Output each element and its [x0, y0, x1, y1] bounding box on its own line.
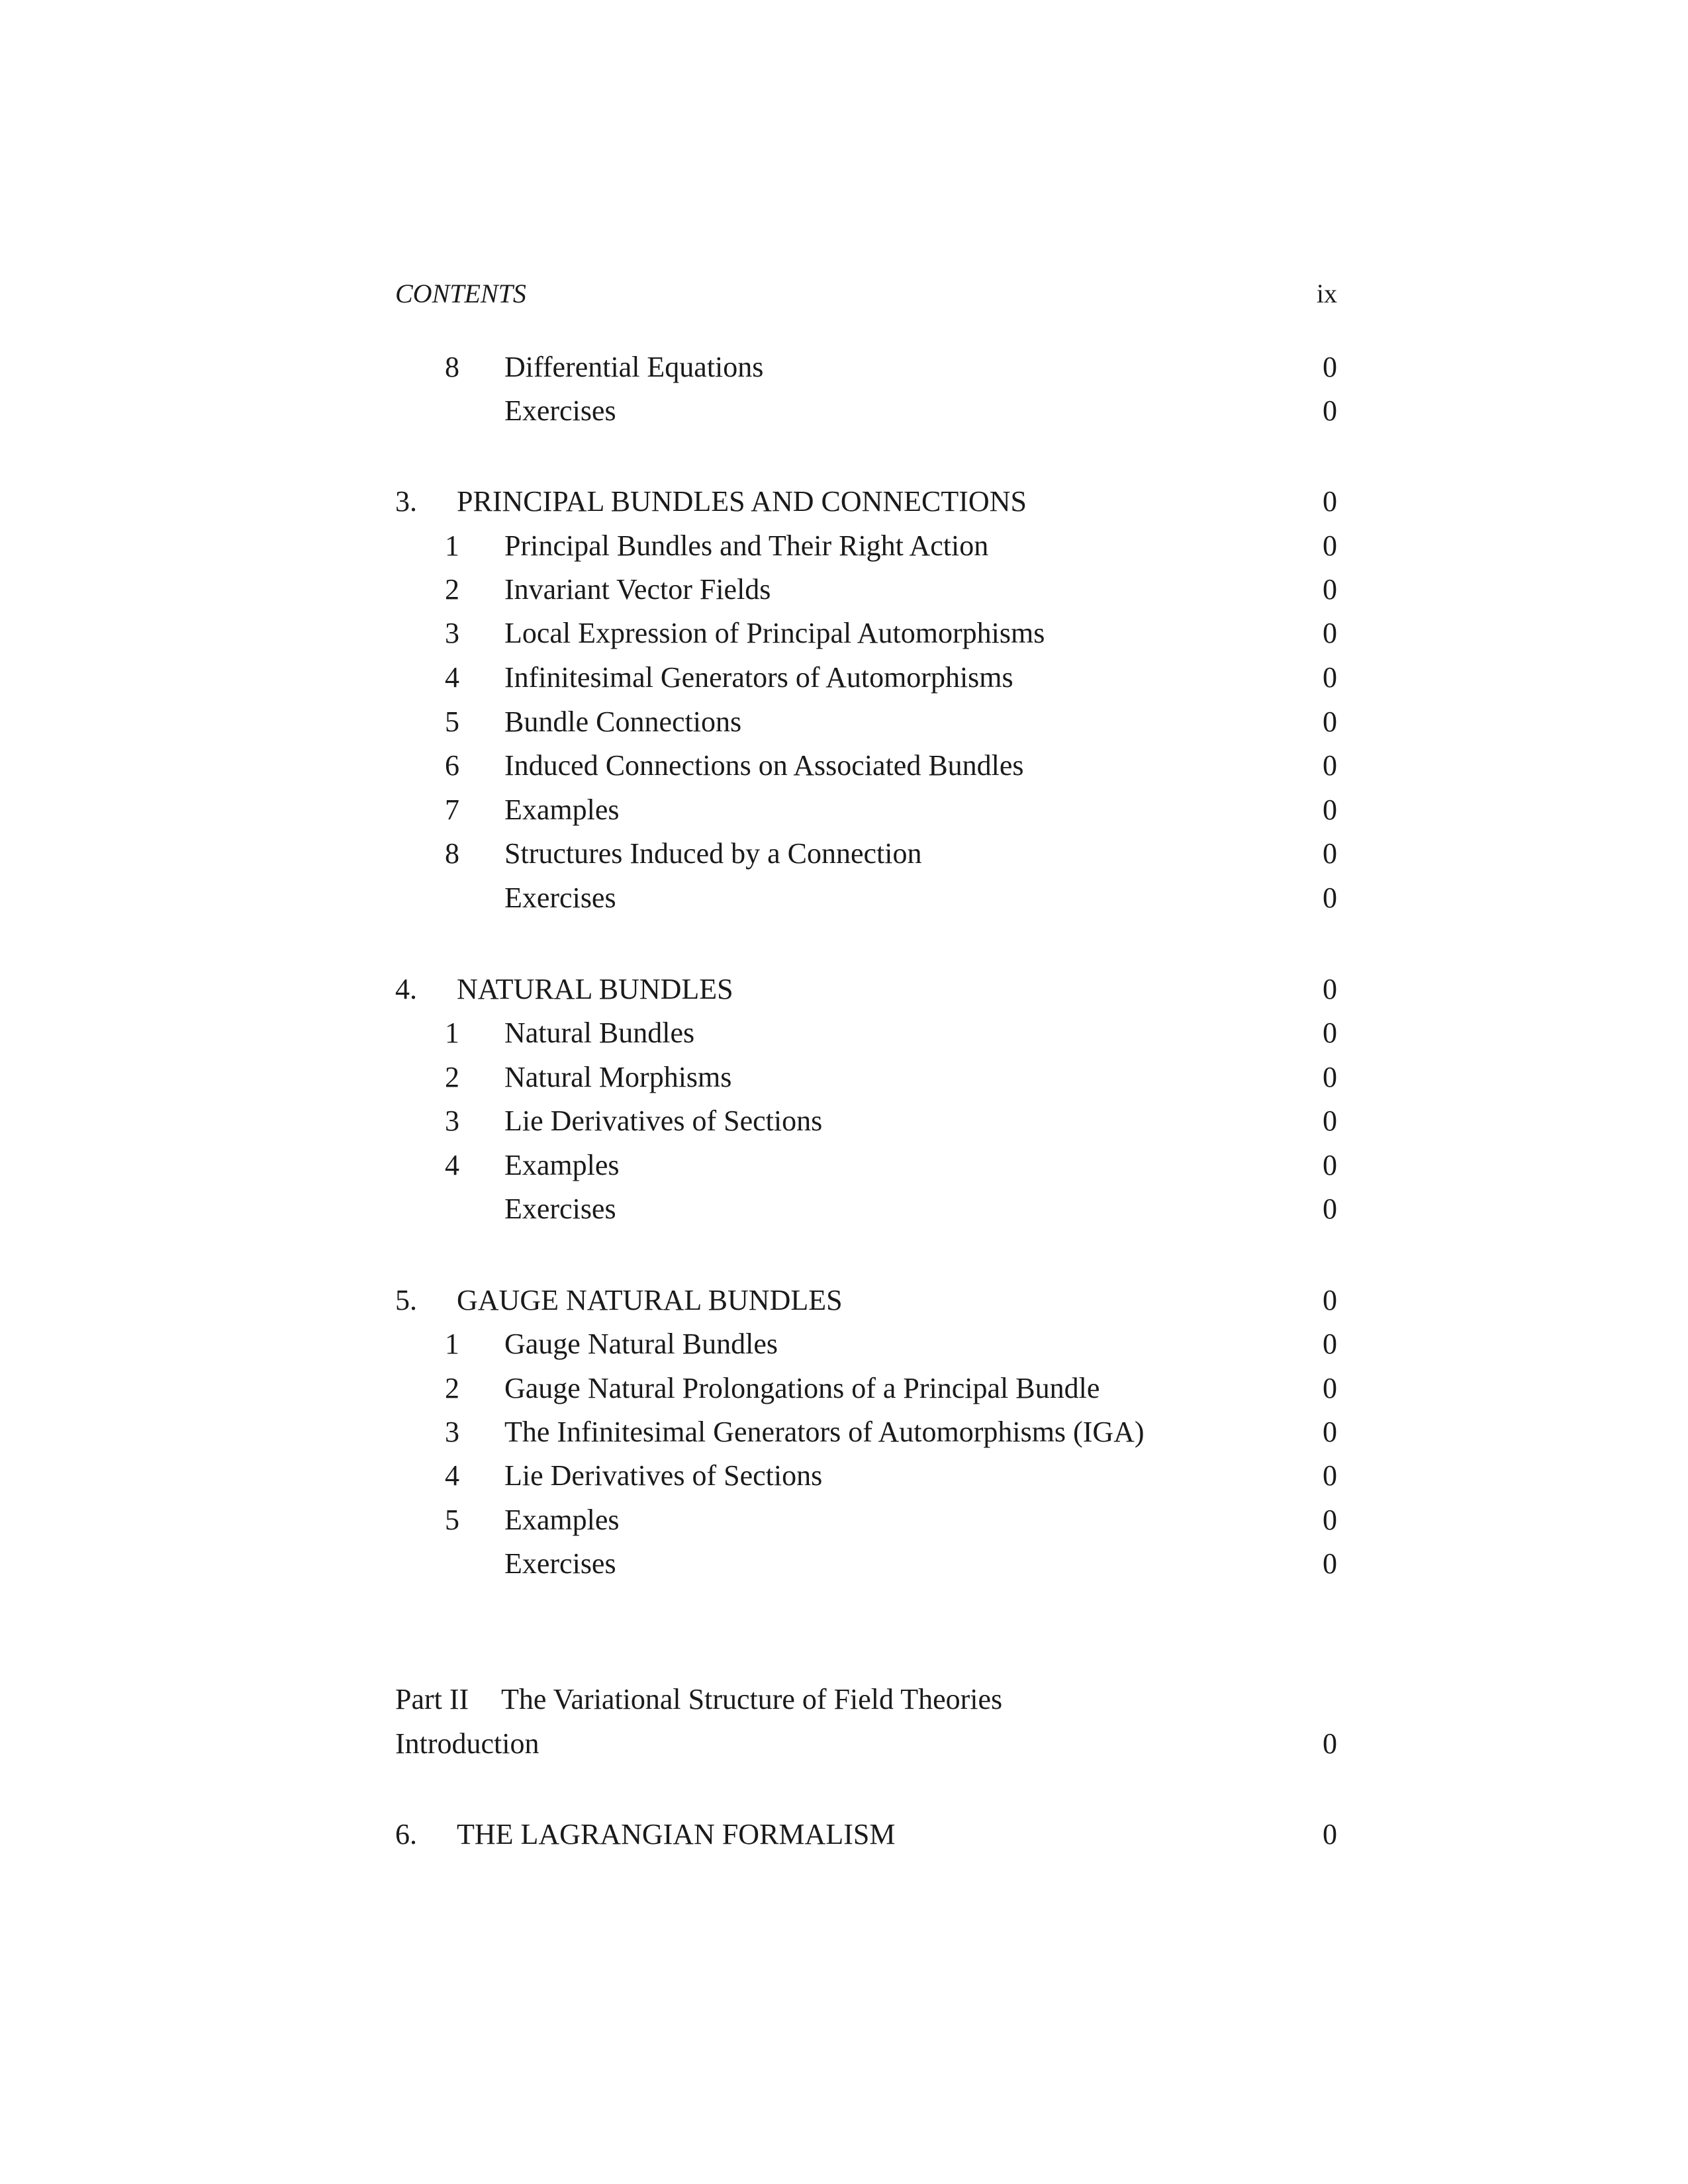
entry-number: 3: [445, 1416, 459, 1448]
introduction-page: 0: [1323, 1727, 1337, 1760]
toc-entry[interactable]: [395, 1058, 1337, 1097]
toc-entry[interactable]: [395, 1500, 1337, 1540]
entry-number: 4: [445, 1459, 459, 1492]
chapter-heading[interactable]: [395, 1815, 1337, 1854]
entry-page: 0: [1323, 1017, 1337, 1049]
toc-entry[interactable]: [395, 614, 1337, 653]
entry-title: Induced Connections on Associated Bundles: [504, 749, 1024, 782]
chapter-heading[interactable]: [395, 482, 1337, 522]
entry-number: 2: [445, 1372, 459, 1404]
entry-page: 0: [1323, 882, 1337, 914]
entry-page: 0: [1323, 1459, 1337, 1492]
entry-number: 4: [445, 1149, 459, 1181]
entry-page: 0: [1323, 1105, 1337, 1137]
introduction-entry[interactable]: [395, 1724, 1337, 1764]
entry-number: 8: [445, 837, 459, 870]
running-header: [395, 278, 1337, 318]
chapter-number: 3.: [395, 485, 417, 518]
entry-number: 5: [445, 705, 459, 738]
toc-entry[interactable]: [395, 1189, 1337, 1229]
entry-page: 0: [1323, 749, 1337, 782]
toc-entry[interactable]: [395, 746, 1337, 786]
chapter-page: 0: [1323, 1284, 1337, 1316]
entry-title: Examples: [504, 794, 620, 826]
entry-number: 3: [445, 1105, 459, 1137]
part-heading[interactable]: [395, 1680, 1337, 1719]
entry-title: Differential Equations: [504, 351, 764, 383]
entry-title: Examples: [504, 1149, 620, 1181]
entry-title: Natural Morphisms: [504, 1061, 732, 1093]
entry-title: Structures Induced by a Connection: [504, 837, 922, 870]
toc-entry[interactable]: [395, 347, 1337, 387]
entry-number: 1: [445, 529, 459, 562]
entry-number: 6: [445, 749, 459, 782]
entry-title: Invariant Vector Fields: [504, 573, 771, 606]
part-label: Part II: [395, 1683, 469, 1715]
header-page-number: ix: [1316, 279, 1337, 308]
toc-entry[interactable]: [395, 1369, 1337, 1408]
toc-entry[interactable]: [395, 1101, 1337, 1141]
entry-title: Local Expression of Principal Automorphisms: [504, 617, 1045, 649]
entry-title: Natural Bundles: [504, 1017, 695, 1049]
entry-title: Exercises: [504, 882, 616, 914]
entry-title: Infinitesimal Generators of Automorphisms: [504, 661, 1013, 694]
entry-title: Exercises: [504, 394, 616, 427]
toc-entry[interactable]: [395, 391, 1337, 431]
entry-number: 1: [445, 1328, 459, 1360]
entry-page: 0: [1323, 1149, 1337, 1181]
toc-entry[interactable]: [395, 570, 1337, 610]
entry-title: Examples: [504, 1504, 620, 1536]
toc-entry[interactable]: [395, 702, 1337, 742]
entry-page: 0: [1323, 1193, 1337, 1225]
toc-entry[interactable]: [395, 1146, 1337, 1185]
toc-entry[interactable]: [395, 878, 1337, 918]
chapter-page: 0: [1323, 1818, 1337, 1850]
entry-page: 0: [1323, 661, 1337, 694]
entry-number: 8: [445, 351, 459, 383]
toc-page: [395, 0, 1337, 2184]
toc-entry[interactable]: [395, 790, 1337, 830]
toc-entry[interactable]: [395, 1544, 1337, 1584]
chapter-number: 6.: [395, 1818, 417, 1850]
entry-page: 0: [1323, 794, 1337, 826]
entry-page: 0: [1323, 1328, 1337, 1360]
toc-entry[interactable]: [395, 526, 1337, 566]
chapter-title: PRINCIPAL BUNDLES AND CONNECTIONS: [457, 485, 1027, 518]
toc-entry[interactable]: [395, 1456, 1337, 1496]
entry-title: The Infinitesimal Generators of Automorphisms (IGA): [504, 1416, 1145, 1448]
entry-page: 0: [1323, 529, 1337, 562]
chapter-heading[interactable]: [395, 970, 1337, 1009]
chapter-title: THE LAGRANGIAN FORMALISM: [457, 1818, 896, 1850]
entry-page: 0: [1323, 573, 1337, 606]
toc-entry[interactable]: [395, 1013, 1337, 1053]
entry-title: Lie Derivatives of Sections: [504, 1105, 823, 1137]
toc-entry[interactable]: [395, 1324, 1337, 1364]
toc-entry[interactable]: [395, 834, 1337, 874]
entry-page: 0: [1323, 1504, 1337, 1536]
entry-page: 0: [1323, 351, 1337, 383]
entry-title: Gauge Natural Bundles: [504, 1328, 778, 1360]
chapter-heading[interactable]: [395, 1281, 1337, 1320]
entry-number: 2: [445, 573, 459, 606]
entry-page: 0: [1323, 1416, 1337, 1448]
entry-page: 0: [1323, 617, 1337, 649]
entry-title: Gauge Natural Prolongations of a Principal Bundle: [504, 1372, 1100, 1404]
chapter-title: GAUGE NATURAL BUNDLES: [457, 1284, 843, 1316]
entry-page: 0: [1323, 1372, 1337, 1404]
entry-title: Exercises: [504, 1193, 616, 1225]
entry-number: 7: [445, 794, 459, 826]
entry-number: 2: [445, 1061, 459, 1093]
entry-title: Exercises: [504, 1547, 616, 1580]
part-title: The Variational Structure of Field Theories: [501, 1683, 1003, 1715]
toc-entry[interactable]: [395, 1412, 1337, 1452]
entry-number: 1: [445, 1017, 459, 1049]
entry-number: 5: [445, 1504, 459, 1536]
entry-number: 4: [445, 661, 459, 694]
entry-page: 0: [1323, 1061, 1337, 1093]
entry-title: Lie Derivatives of Sections: [504, 1459, 823, 1492]
entry-number: 3: [445, 617, 459, 649]
entry-page: 0: [1323, 394, 1337, 427]
chapter-number: 4.: [395, 973, 417, 1005]
entry-page: 0: [1323, 837, 1337, 870]
introduction-title: Introduction: [395, 1727, 539, 1760]
chapter-number: 5.: [395, 1284, 417, 1316]
chapter-title: NATURAL BUNDLES: [457, 973, 733, 1005]
chapter-page: 0: [1323, 485, 1337, 518]
entry-page: 0: [1323, 1547, 1337, 1580]
header-title: CONTENTS: [395, 279, 526, 308]
entry-page: 0: [1323, 705, 1337, 738]
entry-title: Principal Bundles and Their Right Action: [504, 529, 989, 562]
toc-entry[interactable]: [395, 658, 1337, 698]
chapter-page: 0: [1323, 973, 1337, 1005]
entry-title: Bundle Connections: [504, 705, 742, 738]
